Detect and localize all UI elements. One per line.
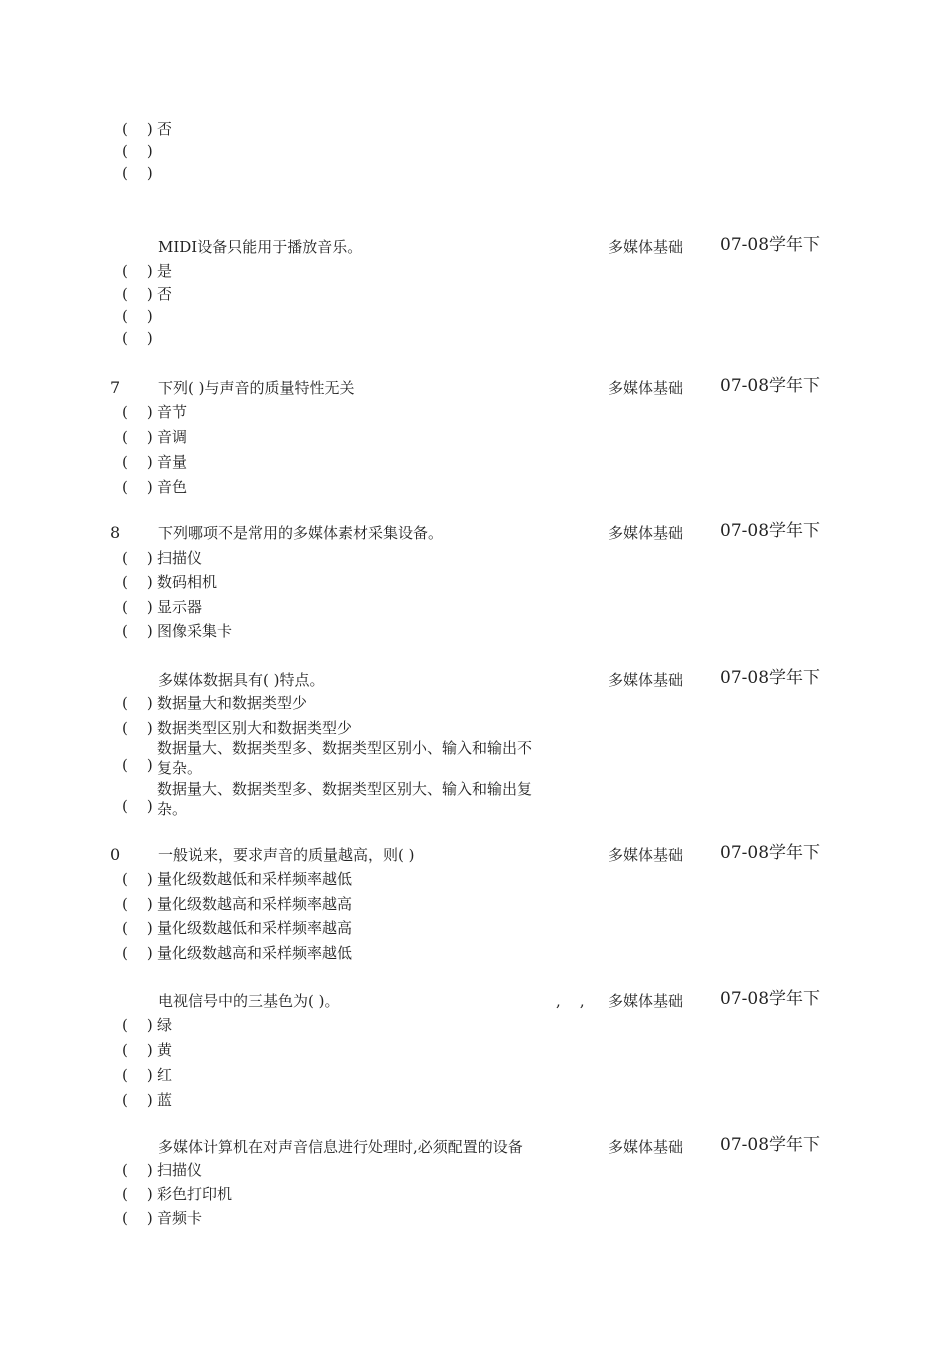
option[interactable] (0, 162, 950, 186)
question-text: MIDI设备只能用于播放音乐。 (158, 238, 363, 256)
answer-parens[interactable]: ( ) (122, 870, 153, 888)
option[interactable] (0, 1207, 950, 1231)
option[interactable] (0, 917, 950, 941)
option-text: 数码相机 (157, 573, 218, 591)
answer-parens[interactable]: ( ) (122, 285, 153, 303)
option-text: 音频卡 (157, 1209, 203, 1227)
question-subject: 多媒体基础 (608, 1138, 684, 1156)
option[interactable] (0, 118, 950, 142)
answer-parens[interactable]: ( ) (122, 1209, 153, 1227)
answer-parens[interactable]: ( ) (122, 694, 153, 712)
answer-parens[interactable]: ( ) (122, 329, 153, 347)
option-text: 黄 (157, 1041, 173, 1059)
answer-parens[interactable]: ( ) (122, 1161, 153, 1179)
option[interactable] (0, 426, 950, 450)
question-term: 07-08学年下 (720, 1135, 821, 1155)
option-text: 彩色打印机 (157, 1185, 233, 1203)
option[interactable] (0, 1064, 950, 1088)
option-text: 音调 (157, 428, 188, 446)
answer-parens[interactable]: ( ) (122, 549, 153, 567)
option[interactable] (0, 571, 950, 595)
option-text: 量化级数越低和采样频率越低 (157, 870, 353, 888)
option-text: 是 (157, 262, 173, 280)
option-text: 数据量大、数据类型多、数据类型区别小、输入和输出不复杂。 (157, 739, 533, 777)
question-term: 07-08学年下 (720, 235, 821, 255)
answer-parens[interactable]: ( ) (122, 944, 153, 962)
answer-parens[interactable]: ( ) (122, 895, 153, 913)
option[interactable] (0, 1183, 950, 1207)
option-text: 蓝 (157, 1091, 173, 1109)
option-text: 数据量大、数据类型多、数据类型区别大、输入和输出复杂。 (157, 780, 533, 818)
option[interactable] (0, 305, 950, 329)
answer-parens[interactable]: ( ) (122, 573, 153, 591)
answer-parens[interactable]: ( ) (122, 1091, 153, 1109)
option[interactable] (0, 260, 950, 284)
answer-parens[interactable]: ( ) (122, 797, 153, 815)
option[interactable] (0, 140, 950, 164)
option-text: 红 (157, 1066, 173, 1084)
question-number: 7 (110, 378, 121, 397)
option[interactable] (0, 779, 950, 823)
option[interactable] (0, 476, 950, 500)
option-text: 量化级数越高和采样频率越低 (157, 944, 353, 962)
option[interactable] (0, 596, 950, 620)
option[interactable] (0, 1039, 950, 1063)
question-subject: 多媒体基础 (608, 524, 684, 542)
question-text: 下列( )与声音的质量特性无关 (158, 379, 355, 397)
option-text: 显示器 (157, 598, 203, 616)
question-text: 多媒体计算机在对声音信息进行处理时,必须配置的设备 (158, 1138, 523, 1156)
option[interactable] (0, 327, 950, 351)
question-term: 07-08学年下 (720, 668, 821, 688)
option-text: 音节 (157, 403, 188, 421)
option[interactable] (0, 401, 950, 425)
option-text: 否 (157, 285, 173, 303)
answer-parens[interactable]: ( ) (122, 1041, 153, 1059)
answer-parens[interactable]: ( ) (122, 1016, 153, 1034)
question-subject: 多媒体基础 (608, 671, 684, 689)
option-text: 图像采集卡 (157, 622, 233, 640)
option[interactable] (0, 692, 950, 716)
option-text: 数据量大和数据类型少 (157, 694, 308, 712)
question-term: 07-08学年下 (720, 843, 821, 863)
question-text: 一般说来，要求声音的质量越高，则( ) (158, 846, 415, 864)
option-text: 否 (157, 120, 173, 138)
answer-parens[interactable]: ( ) (122, 478, 153, 496)
question-term: 07-08学年下 (720, 521, 821, 541)
option[interactable] (0, 868, 950, 892)
question-text: 下列哪项不是常用的多媒体素材采集设备。 (158, 524, 444, 542)
answer-parens[interactable]: ( ) (122, 142, 153, 160)
option-text: 音量 (157, 453, 188, 471)
question-number: 0 (110, 845, 121, 864)
option[interactable] (0, 1159, 950, 1183)
option-text: 音色 (157, 478, 188, 496)
option[interactable] (0, 1089, 950, 1113)
question-term: 07-08学年下 (720, 376, 821, 396)
answer-parens[interactable]: ( ) (122, 120, 153, 138)
answer-parens[interactable]: ( ) (122, 164, 153, 182)
answer-parens[interactable]: ( ) (122, 403, 153, 421)
option[interactable] (0, 451, 950, 475)
option-text: 量化级数越低和采样频率越高 (157, 919, 353, 937)
answer-parens[interactable]: ( ) (122, 1066, 153, 1084)
question-separator: , , (556, 992, 585, 1010)
answer-parens[interactable]: ( ) (122, 1185, 153, 1203)
answer-parens[interactable]: ( ) (122, 428, 153, 446)
answer-parens[interactable]: ( ) (122, 453, 153, 471)
answer-parens[interactable]: ( ) (122, 919, 153, 937)
option-text: 绿 (157, 1016, 173, 1034)
question-number: 8 (110, 523, 121, 542)
answer-parens[interactable]: ( ) (122, 756, 153, 774)
answer-parens[interactable]: ( ) (122, 598, 153, 616)
question-text: 电视信号中的三基色为( )。 (158, 992, 340, 1010)
question-subject: 多媒体基础 (608, 846, 684, 864)
option[interactable] (0, 283, 950, 307)
option[interactable] (0, 620, 950, 644)
answer-parens[interactable]: ( ) (122, 262, 153, 280)
question-term: 07-08学年下 (720, 989, 821, 1009)
option[interactable] (0, 547, 950, 571)
question-subject: 多媒体基础 (608, 992, 684, 1010)
option[interactable] (0, 1014, 950, 1038)
question-subject: 多媒体基础 (608, 238, 684, 256)
option-text: 数据类型区别大和数据类型少 (157, 719, 353, 737)
answer-parens[interactable]: ( ) (122, 622, 153, 640)
option[interactable] (0, 942, 950, 966)
option-text: 扫描仪 (157, 549, 203, 567)
option[interactable] (0, 893, 950, 917)
option[interactable] (0, 738, 950, 782)
answer-parens[interactable]: ( ) (122, 307, 153, 325)
question-subject: 多媒体基础 (608, 379, 684, 397)
option-text: 量化级数越高和采样频率越高 (157, 895, 353, 913)
question-text: 多媒体数据具有( )特点。 (158, 671, 325, 689)
answer-parens[interactable]: ( ) (122, 719, 153, 737)
option-text: 扫描仪 (157, 1161, 203, 1179)
